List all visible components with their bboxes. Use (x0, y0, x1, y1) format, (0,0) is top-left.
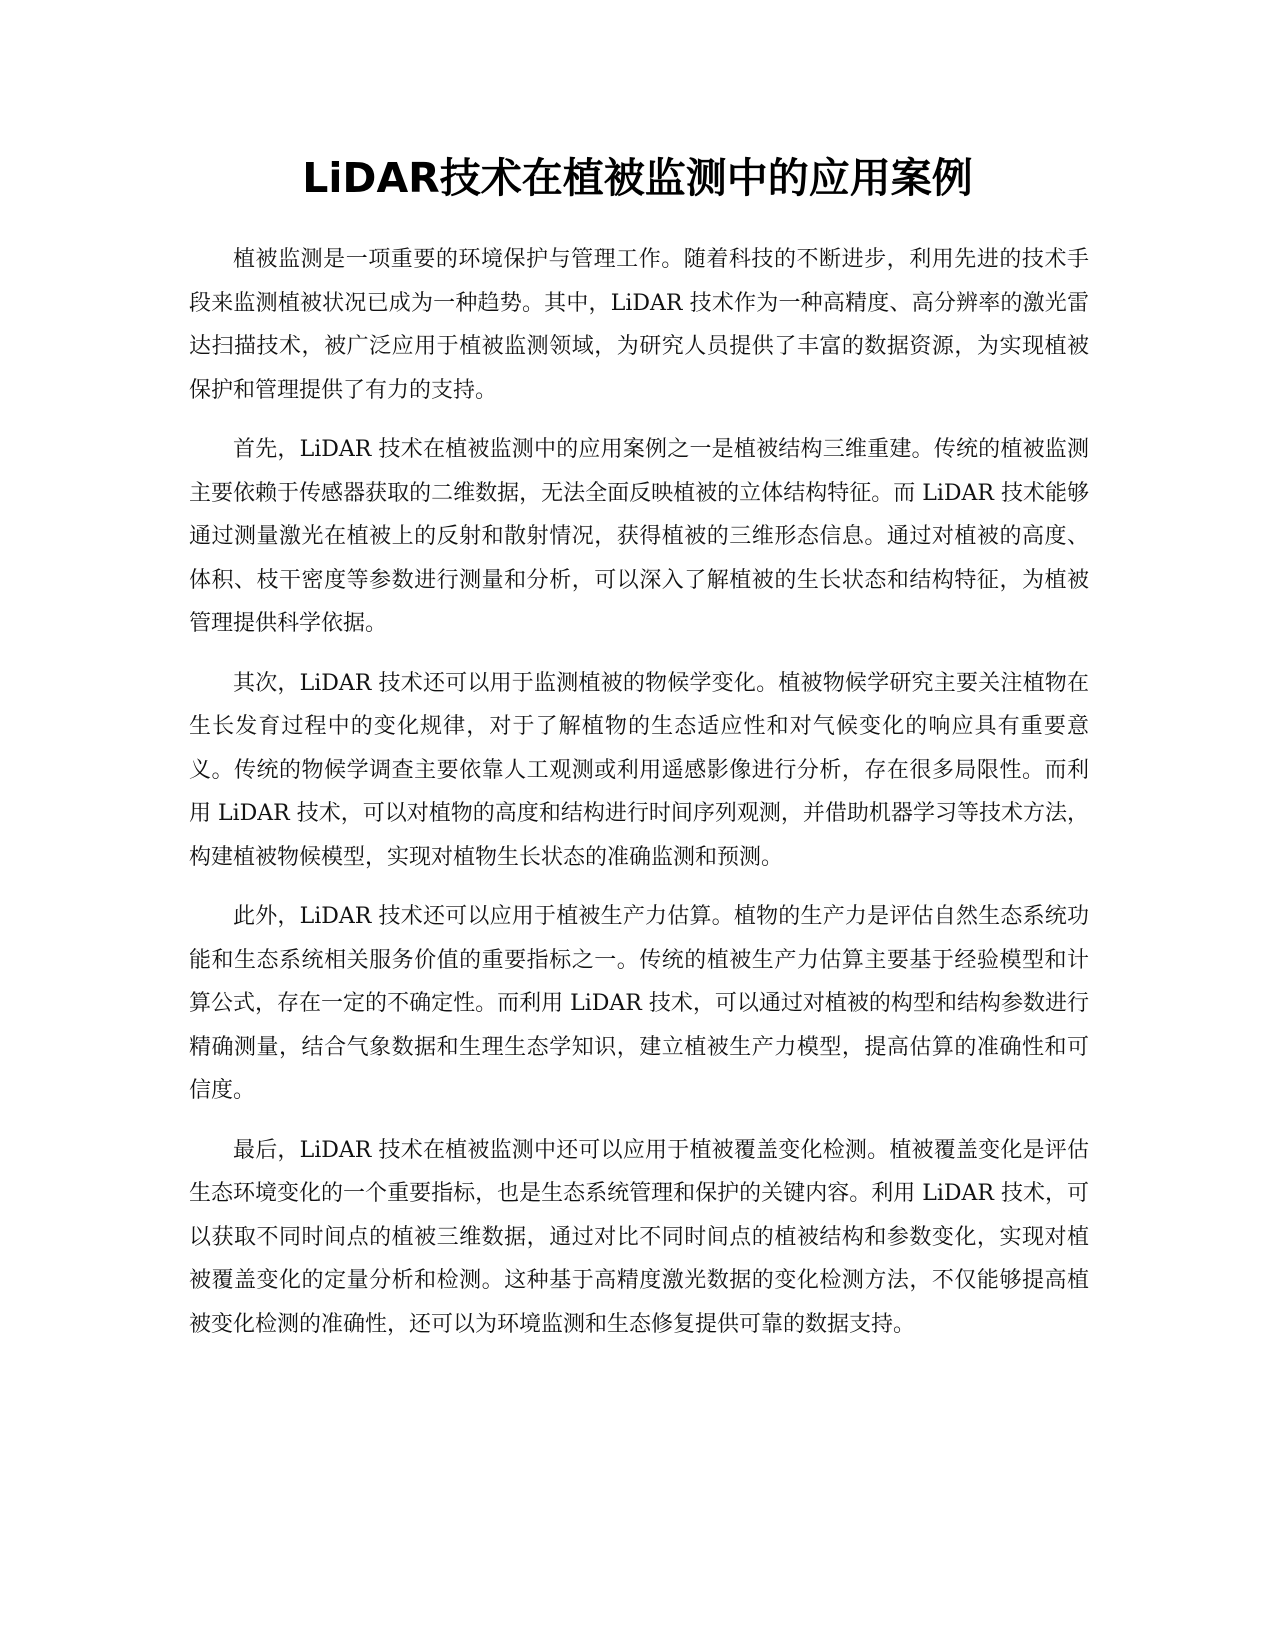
paragraph-phenology: 其次，LiDAR 技术还可以用于监测植被的物候学变化。植被物候学研究主要关注植物在生长发育过程中的变化规律，对于了解植物的生态适应性和对气候变化的响应具有重要意义。传统的物候学调查主要依靠人工观测或利用遥感影像进行分析，存在很多局限性。而利用 LiDAR 技术，可以对植物的高度和结构进行时间序列观测，并借助机器学习等技术方法，构建植被物候模型，实现对植物生长状态的准确监测和预测。 (189, 670, 1089, 870)
paragraph-productivity: 此外，LiDAR 技术还可以应用于植被生产力估算。植物的生产力是评估自然生态系统功能和生态系统相关服务价值的重要指标之一。传统的植被生产力估算主要基于经验模型和计算公式，存在一定的不确定性。而利用 LiDAR 技术，可以通过对植被的构型和结构参数进行精确测量，结合气象数据和生理生态学知识，建立植被生产力模型，提高估算的准确性和可信度。 (189, 904, 1089, 1103)
document-body (189, 238, 1089, 1362)
document-title: LiDAR技术在植被监测中的应用案例 (302, 154, 973, 202)
paragraph-cover-change: 最后，LiDAR 技术在植被监测中还可以应用于植被覆盖变化检测。植被覆盖变化是评估生态环境变化的一个重要指标，也是生态系统管理和保护的关键内容。利用 LiDAR 技术，可以获取不同时间点的植被三维数据，通过对比不同时间点的植被结构和参数变化，实现对植被覆盖变化的定量分析和检测。这种基于高精度激光数据的变化检测方法，不仅能够提高植被变化检测的准确性，还可以为环境监测和生态修复提供可靠的数据支持。 (189, 1137, 1089, 1337)
paragraph-intro: 植被监测是一项重要的环境保护与管理工作。随着科技的不断进步，利用先进的技术手段来监测植被状况已成为一种趋势。其中，LiDAR 技术作为一种高精度、高分辨率的激光雷达扫描技术，被广泛应用于植被监测领域，为研究人员提供了丰富的数据资源，为实现植被保护和管理提供了有力的支持。 (189, 247, 1089, 403)
paragraph-3d-reconstruction: 首先，LiDAR 技术在植被监测中的应用案例之一是植被结构三维重建。传统的植被监测主要依赖于传感器获取的二维数据，无法全面反映植被的立体结构特征。而 LiDAR 技术能够通过测量激光在植被上的反射和散射情况，获得植被的三维形态信息。通过对植被的高度、体积、枝干密度等参数进行测量和分析，可以深入了解植被的生长状态和结构特征，为植被管理提供科学依据。 (189, 437, 1089, 636)
